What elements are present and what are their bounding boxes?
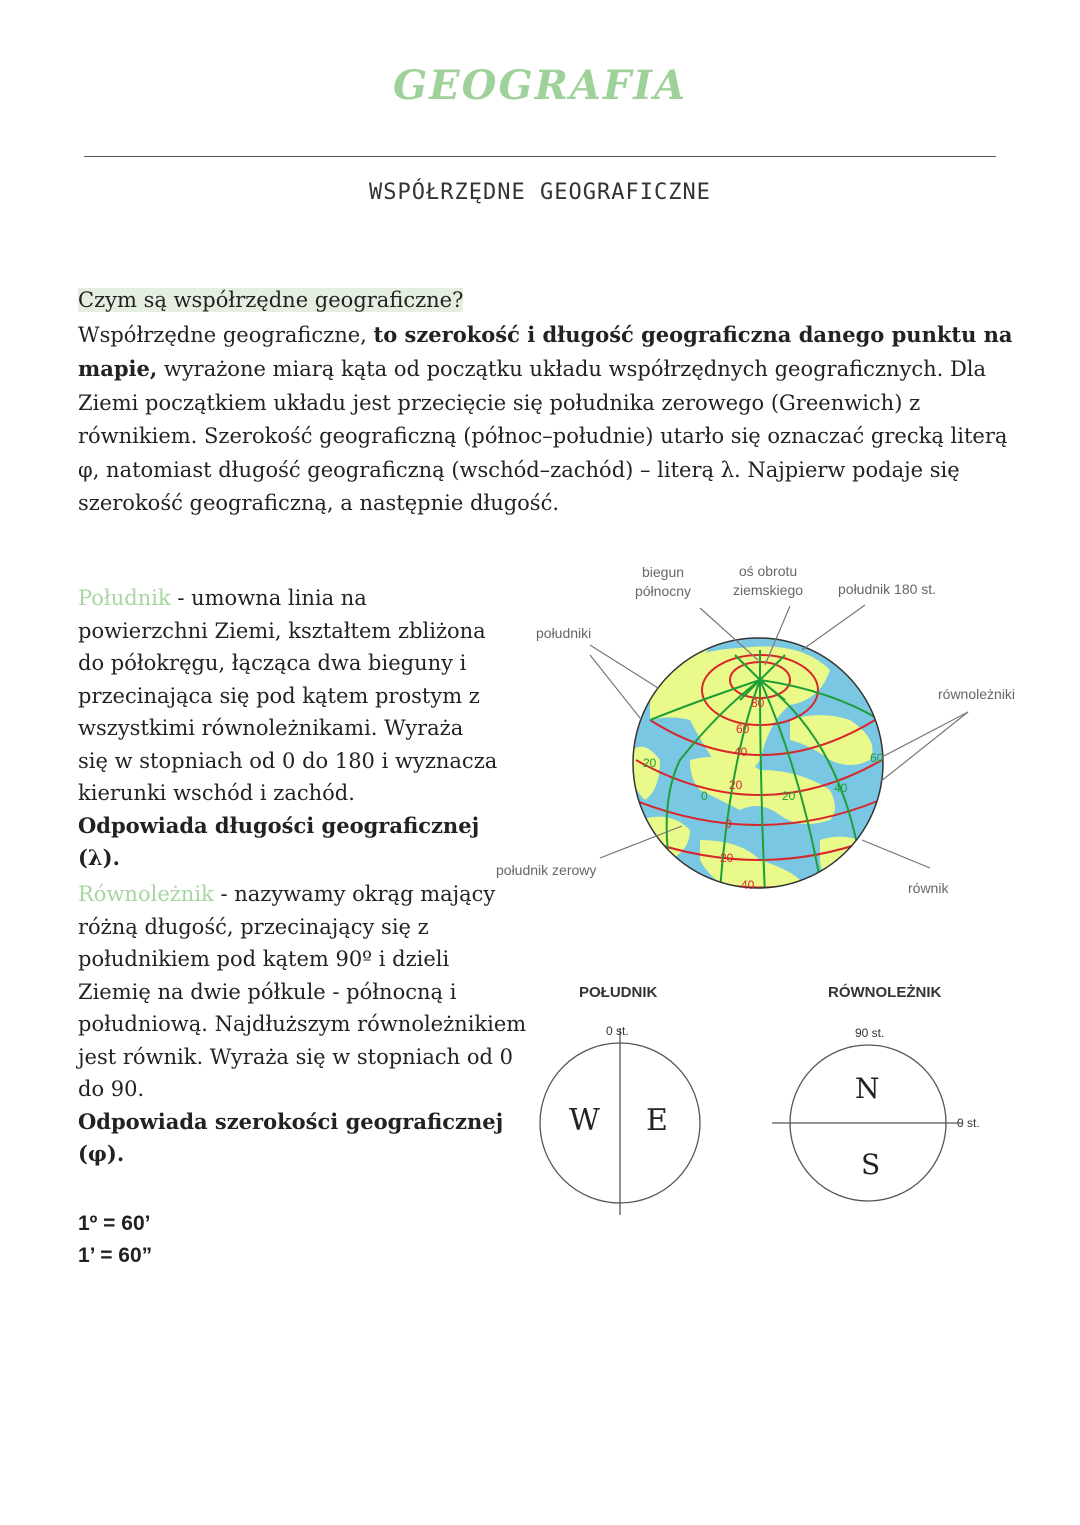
globe-num-60: 60 bbox=[736, 722, 750, 736]
parallel-zero-label: 0 st. bbox=[957, 1116, 980, 1130]
meridian-text: - umowna linia na powierzchni Ziemi, kształtem zbliżona do półokręgu, łącząca dwa bieguny i przecinająca się pod kątem prostym z wszystkimi równoleżnikami. Wyraża się w stopniach od 0 do 180 i wyznacza kierunki wschód i zachód. bbox=[78, 586, 498, 805]
label-meridian-180: południk 180 st. bbox=[838, 581, 937, 597]
label-prime-meridian: południk zerowy bbox=[496, 862, 597, 878]
meridian-diagram-title: POŁUDNIK bbox=[579, 984, 658, 1001]
meridian-diagram bbox=[540, 1028, 700, 1215]
globe-num-20-e: 20 bbox=[782, 789, 796, 803]
label-earth-axis: oś obrotu ziemskiego bbox=[732, 563, 804, 598]
page-subtitle: WSPÓŁRZĘDNE GEOGRAFICZNE bbox=[369, 180, 711, 205]
intro-question: Czym są współrzędne geograficzne? bbox=[78, 288, 464, 312]
intro-rest: wyrażone miarą kąta od początku układu współrzędnych geograficznych. Dla Ziemi początkiem układu jest przecięcie się południka zerowego (Greenwich) z równikiem. Szerokość geograficzną (północ–południe) utarło się oznaczać grecką literą φ, natomiast długość geograficzną (wschód–zachód) – literą λ. Najpierw podaje się szerokość geograficzną, a następnie długość. bbox=[78, 357, 1008, 515]
globe-num-20-w: 20 bbox=[643, 756, 657, 770]
parallel-diagram bbox=[772, 1045, 962, 1201]
globe-num-20-n: 20 bbox=[729, 778, 743, 792]
meridian-term: Południk bbox=[78, 586, 171, 610]
page-title: GEOGRAFIA bbox=[392, 62, 688, 109]
label-parallels: równoleżniki bbox=[938, 686, 1016, 702]
south-letter: S bbox=[861, 1148, 881, 1181]
north-letter: N bbox=[855, 1072, 880, 1105]
formula-degree: 1º = 60’ bbox=[78, 1212, 151, 1235]
east-letter: E bbox=[646, 1103, 668, 1138]
parallel-text: - nazywamy okrąg mający różną długość, przecinający się z południkiem pod kątem 90º i dzieli Ziemię na dwie półkule - północną i południową. Najdłuższym równoleżnikiem jest równik. Wyraża się w stopniach od 0 do 90. bbox=[78, 882, 527, 1101]
intro-bold: to szerokość i długość geograficzna danego punktu na mapie, bbox=[78, 321, 1013, 381]
label-meridians: południki bbox=[536, 625, 592, 641]
label-north-pole: biegun północny bbox=[634, 564, 692, 599]
label-equator: równik bbox=[908, 880, 949, 896]
parallel-ninety-label: 90 st. bbox=[855, 1026, 885, 1040]
formula-minute: 1’ = 60” bbox=[78, 1244, 153, 1267]
intro-lead: Współrzędne geograficzne, bbox=[78, 322, 374, 347]
west-letter: W bbox=[569, 1103, 600, 1138]
parallel-bold: Odpowiada szerokości geograficznej (φ). bbox=[78, 1108, 504, 1166]
globe-num-40-s: 40 bbox=[741, 878, 755, 892]
globe-num-0-lon: 0 bbox=[701, 789, 708, 803]
parallel-diagram-title: RÓWNOLEŻNIK bbox=[828, 984, 942, 1001]
parallel-term: Równoleżnik bbox=[78, 882, 214, 906]
globe-num-80: 80 bbox=[751, 696, 765, 710]
globe-num-40-n: 40 bbox=[734, 745, 748, 759]
meridian-zero-label: 0 st. bbox=[606, 1024, 629, 1038]
globe-num-0-eq: 0 bbox=[725, 817, 732, 831]
globe bbox=[590, 605, 968, 896]
meridian-bold: Odpowiada długości geograficznej (λ). bbox=[78, 812, 480, 870]
globe-num-40-e: 40 bbox=[834, 781, 848, 795]
globe-num-20-s: 20 bbox=[720, 851, 734, 865]
globe-num-60-e: 60 bbox=[870, 751, 884, 765]
